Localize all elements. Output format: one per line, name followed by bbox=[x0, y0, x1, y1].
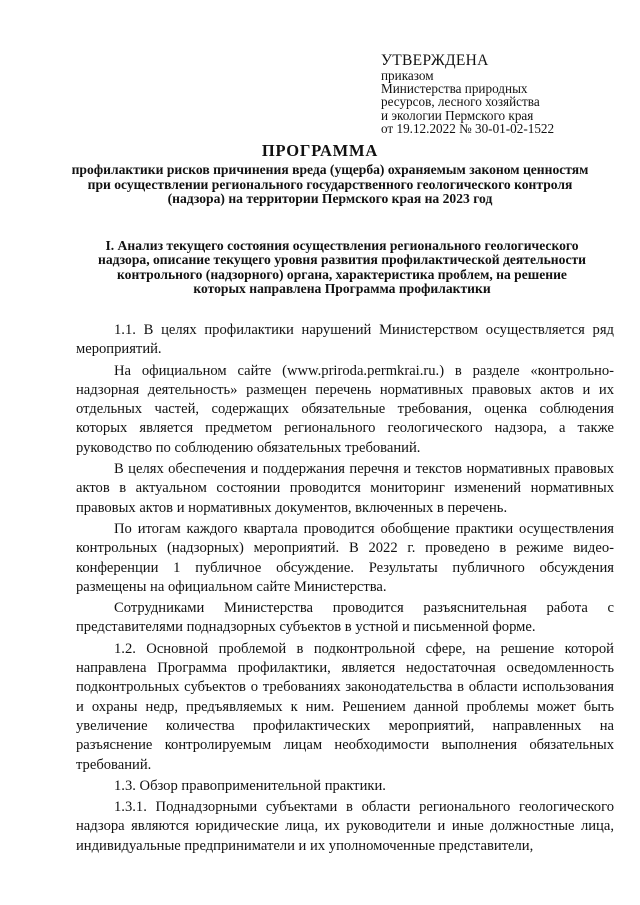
approval-heading: УТВЕРЖДЕНА bbox=[381, 52, 489, 69]
paragraph: По итогам каждого квартала проводится обобщение практики осуществления контрольных (надзорных) мероприятий. В 2022 г. проведено в режиме видео-конференции 1 публичное обсуждение. Результаты публичного обсуждения размещены на официальном сайте Министерства. bbox=[76, 520, 614, 595]
document-body bbox=[76, 321, 614, 856]
paragraph: В целях обеспечения и поддержания перечня и текстов нормативных правовых актов в актуальном состоянии проводится мониторинг изменений нормативных правовых актов и нормативных документов, включенных в перечень. bbox=[76, 461, 614, 516]
approval-line: от 19.12.2022 № 30-01-02-1522 bbox=[381, 120, 555, 136]
paragraph: Сотрудниками Министерства проводится разъяснительная работа с представителями поднадзорных субъектов в устной и письменной форме. bbox=[76, 600, 614, 636]
paragraph: 1.3.1. Поднадзорными субъектами в области регионального геологического надзора являются юридические лица, их руководители и иные должностные лица, индивидуальные предприниматели и их уполномоченные представители, bbox=[76, 799, 614, 854]
approval-stamp bbox=[381, 52, 611, 135]
paragraph: 1.1. В целях профилактики нарушений Министерством осуществляется ряд мероприятий. bbox=[76, 322, 614, 358]
section-title: I. Анализ текущего состояния осуществления регионального геологического надзора, описание текущего уровня развития профилактической деятельности контрольного (надзорного) органа, характеристика проблем, на решение которых направлена Программа профилактики bbox=[98, 238, 586, 296]
document-title: ПРОГРАММА bbox=[261, 141, 379, 160]
paragraph: 1.3. Обзор правоприменительной практики. bbox=[114, 777, 386, 794]
paragraph: На официальном сайте (www.priroda.permkrai.ru.) в разделе «контрольно-надзорная деятельность» размещен перечень нормативных правовых актов и их отдельных частей, содержащих обязательные требования, оценка соблюдения которых является предметом регионального геологического надзора, а также руководство по соблюдению обязательных требований. bbox=[76, 362, 614, 456]
paragraph: 1.2. Основной проблемой в подконтрольной сфере, на решение которой направлена Программа профилактики, является недостаточная осведомленность подконтрольных субъектов о требованиях законодательства в области использования и охраны недр, предъявляемых к ним. Решением данной проблемы может быть увеличение количества профилактических мероприятий, направленных на разъяснение контролируемым лицам необходимости выполнения обязательных требований. bbox=[76, 640, 614, 773]
approval-line: приказом bbox=[381, 68, 434, 83]
document-subtitle: профилактики рисков причинения вреда (ущерба) охраняемым законом ценностям при осуществлении регионального государственного геологического контроля (надзора) на территории Пермского края на 2023 год bbox=[71, 162, 589, 207]
approval-line: ресурсов, лесного хозяйства bbox=[381, 94, 540, 110]
approval-line: Министерства природных bbox=[381, 81, 528, 97]
approval-line: и экологии Пермского края bbox=[381, 107, 534, 123]
